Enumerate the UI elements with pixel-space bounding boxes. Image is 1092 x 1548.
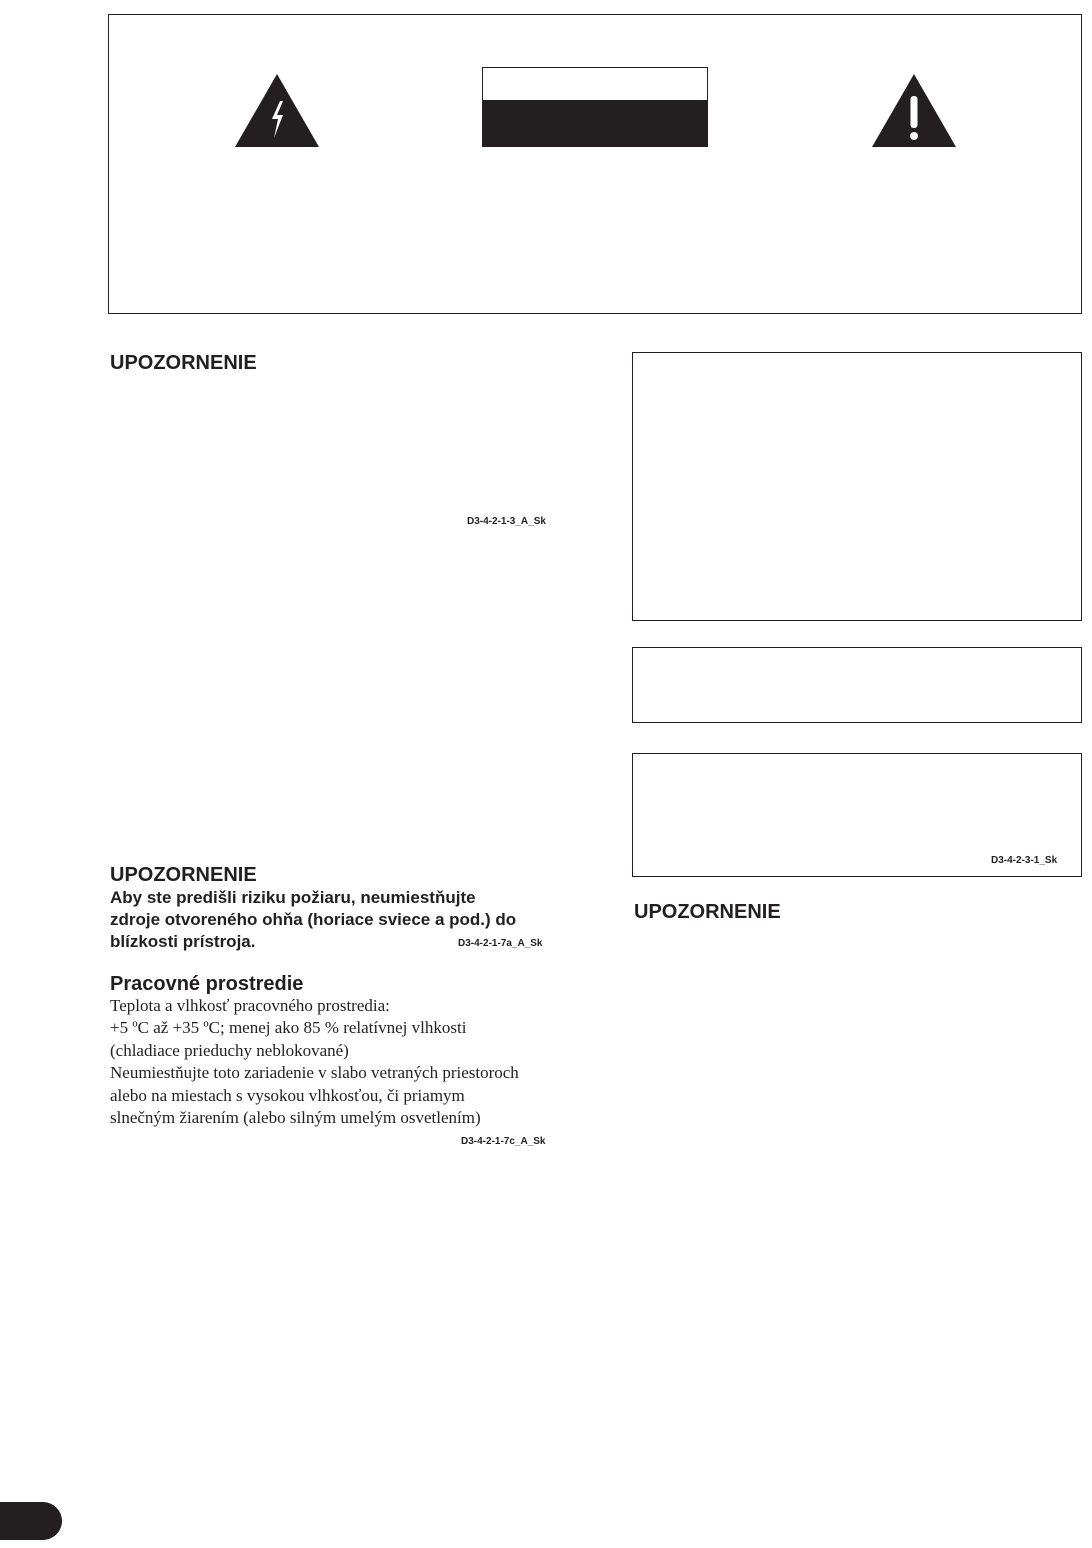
environment-line: slnečným žiarením (alebo silným umelým osvetlením) bbox=[110, 1108, 481, 1128]
fire-warning-line: zdroje otvoreného ohňa (horiace sviece a pod.) do bbox=[110, 910, 517, 929]
upozornenie-heading-3: UPOZORNENIE bbox=[634, 901, 781, 923]
environment-line: Neumiestňujte toto zariadenie v slabo vetraných priestoroch bbox=[110, 1063, 519, 1083]
doc-code-1: D3-4-2-1-3_A_Sk bbox=[467, 516, 546, 527]
doc-code-4: D3-4-2-3-1_Sk bbox=[991, 855, 1058, 866]
exclamation-warning-icon bbox=[871, 74, 957, 148]
caution-label-top bbox=[483, 68, 707, 100]
doc-code-2: D3-4-2-1-7a_A_Sk bbox=[458, 938, 543, 949]
caution-label bbox=[482, 67, 708, 147]
lightning-warning-icon bbox=[234, 74, 320, 148]
page-tab bbox=[0, 1502, 62, 1540]
right-box-3 bbox=[632, 753, 1082, 877]
doc-code-3: D3-4-2-1-7c_A_Sk bbox=[461, 1136, 546, 1147]
environment-heading: Pracovné prostredie bbox=[110, 973, 304, 995]
environment-line: Teplota a vlhkosť pracovného prostredia: bbox=[110, 996, 390, 1015]
environment-text bbox=[110, 995, 570, 1129]
upozornenie-heading-2: UPOZORNENIE bbox=[110, 864, 257, 886]
environment-line: +5 ºC až +35 ºC; menej ako 85 % relatívnej vlhkosti bbox=[110, 1018, 467, 1038]
environment-line: (chladiace prieduchy neblokované) bbox=[110, 1040, 349, 1060]
right-box-1 bbox=[632, 352, 1082, 621]
top-warning-frame bbox=[108, 14, 1082, 314]
upozornenie-heading-1: UPOZORNENIE bbox=[110, 352, 257, 374]
fire-warning-line: Aby ste predišli riziku požiaru, neumiestňujte bbox=[110, 888, 476, 907]
right-box-2 bbox=[632, 647, 1082, 723]
caution-label-bottom bbox=[483, 100, 707, 146]
fire-warning-line: blízkosti prístroja. bbox=[110, 932, 256, 951]
environment-line: alebo na miestach s vysokou vlhkosťou, či priamym bbox=[110, 1085, 465, 1105]
